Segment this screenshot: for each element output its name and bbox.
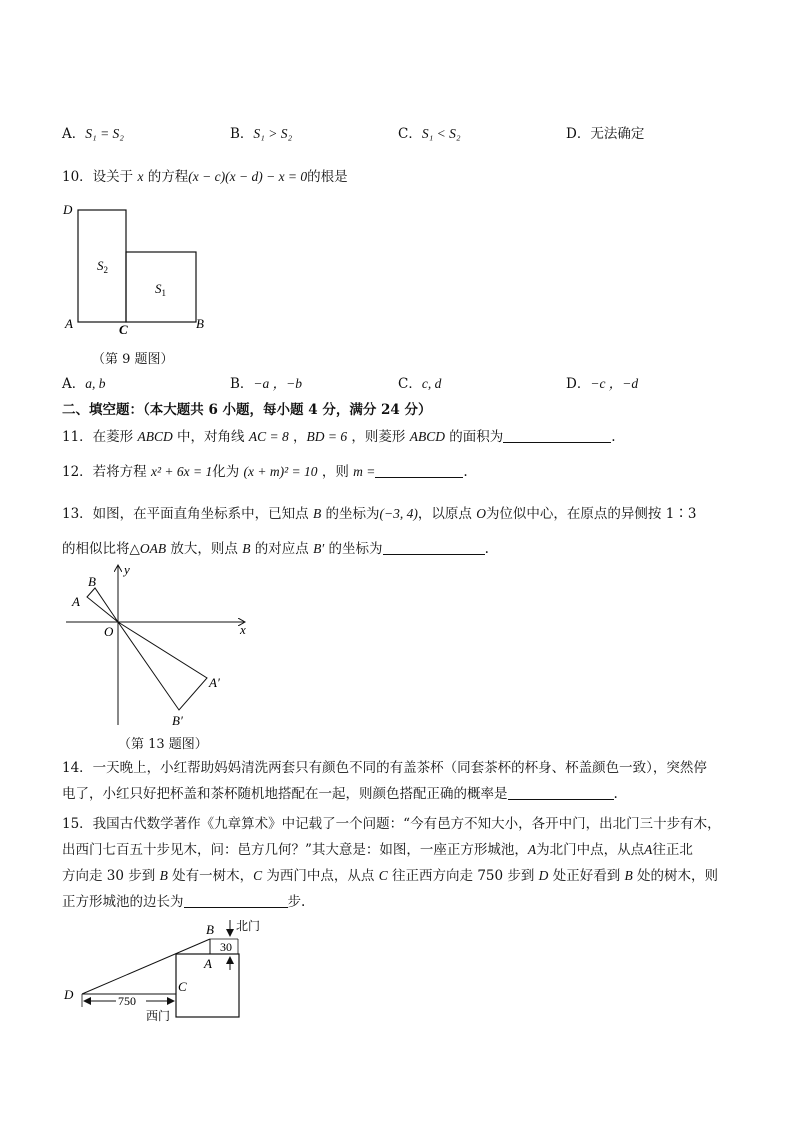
fig15-west-gate: 西门: [146, 1009, 171, 1023]
fig13-label-x: x: [240, 622, 246, 637]
fig9-label-c: C: [119, 322, 128, 337]
q11-answer-blank[interactable]: [503, 428, 611, 443]
fig15-north-gate: 北门: [236, 919, 261, 933]
fig9-caption: （第 9 题图）: [92, 352, 174, 367]
q15-line1: 15．我国古代数学著作《九章算术》中记载了一个问题：“今有邑方不知大小，各开中门，出北门三十步有木，: [62, 816, 721, 832]
q10-option-c: C．c, d: [398, 376, 442, 392]
fig15-thirty: 30: [220, 940, 232, 954]
section-2-title: 二、填空题：（本大题共 6 小题，每小题 4 分，满分 24 分）: [62, 402, 432, 418]
fig15-label-b: B: [206, 922, 214, 937]
fig13-label-o: O: [104, 624, 114, 639]
figure-9: [60, 200, 210, 340]
q14-line1: 14．一天晚上，小红帮助妈妈清洗两套只有颜色不同的有盖茶杯（同套茶杯的杯身、杯盖颜色一致），突然停: [62, 760, 707, 776]
fig13-label-a-prime: A′: [209, 675, 220, 690]
q9-option-c: C．S₁ < S₂: [398, 126, 461, 142]
fig13-label-b-prime: B′: [172, 713, 183, 728]
figure-15: [60, 918, 260, 1028]
fig13-caption: （第 13 题图）: [118, 737, 208, 752]
q15-answer-blank[interactable]: [184, 893, 288, 908]
q10-option-a: A．a, b: [62, 376, 106, 392]
q10-option-d: D．−c ，−d: [566, 376, 639, 392]
q9-option-d: D．无法确定: [566, 126, 645, 142]
q9-option-b: B．S₁ > S₂: [230, 126, 293, 142]
q14-line2: 电了，小红只好把杯盖和茶杯随机地搭配在一起，则颜色搭配正确的概率是 .: [62, 786, 618, 802]
fig13-label-y: y: [124, 562, 130, 577]
q13-line1: 13．如图，在平面直角坐标系中，已知点 B 的坐标为(−3, 4)，以原点 O为位似中心，在原点的异侧按 1∶3: [62, 506, 697, 522]
fig13-label-b: B: [88, 574, 96, 589]
q12: 12．若将方程 x² + 6x = 1化为 (x + m)² = 10 ，则 m = .: [62, 464, 468, 480]
q13-answer-blank[interactable]: [383, 540, 485, 555]
triangle-oa-b-prime: [118, 622, 207, 710]
fig9-label-b: B: [196, 316, 204, 331]
fig9-label-s1: $S_1$: [155, 281, 166, 298]
q13-line2: 的相似比将△OAB 放大，则点 B 的对应点 B′ 的坐标为 .: [62, 541, 489, 557]
fig9-label-s2: $S_2$: [97, 258, 108, 275]
fig9-label-a: A: [65, 316, 73, 331]
sight-line: [82, 939, 210, 994]
q10-stem: 10．设关于 x 的方程(x − c)(x − d) − x = 0的根是: [62, 169, 348, 185]
q9-option-a: A．S₁ = S₂: [62, 126, 124, 142]
figure-13: [62, 560, 257, 730]
triangle-oab: [87, 588, 118, 622]
q12-answer-blank[interactable]: [375, 463, 463, 478]
fig13-label-a: A: [72, 594, 80, 609]
fig15-dist: 750: [118, 994, 136, 1008]
q14-answer-blank[interactable]: [508, 785, 614, 800]
q10-option-b: B．−a ，−b: [230, 376, 303, 392]
fig9-label-d: D: [63, 202, 73, 217]
fig15-label-a: A: [204, 956, 212, 971]
fig15-label-d: D: [64, 987, 74, 1002]
q15-line4: 正方形城池的边长为 步.: [62, 894, 306, 910]
fig15-label-c: C: [178, 979, 187, 994]
q15-line3: 方向走 30 步到 B 处有一树木，C 为西门中点，从点 C 往正西方向走 750 步到 D 处正好看到 B 处的树木，则: [62, 868, 719, 884]
q15-line2: 出西门七百五十步见木，问：邑方几何？”其大意是：如图，一座正方形城池，A为北门中点，从点A往正北: [62, 842, 693, 858]
q11: 11．在菱形 ABCD 中，对角线 AC = 8 ，BD = 6 ，则菱形 ABCD 的面积为 .: [62, 429, 616, 445]
